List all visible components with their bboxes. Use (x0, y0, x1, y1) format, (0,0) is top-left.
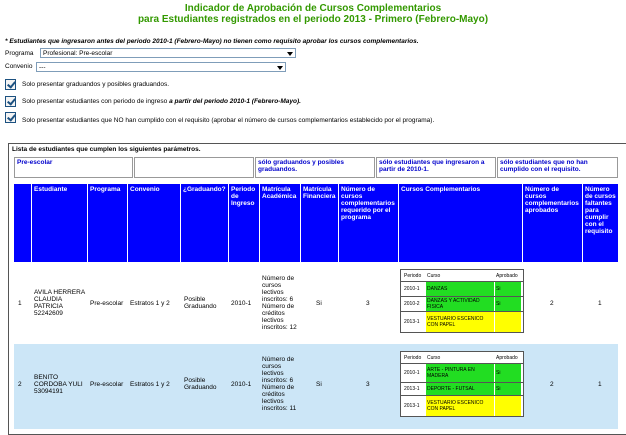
student-requerido: 3 (366, 380, 370, 388)
student-periodo: 2010-1 (231, 299, 252, 307)
student-convenio: Estratos 1 y 2 (130, 299, 170, 307)
sub-col-curso: Curso (427, 354, 441, 361)
course-aprobado (495, 396, 521, 416)
convenio-select[interactable]: --- (36, 62, 286, 72)
student-faltantes: 1 (598, 299, 602, 307)
table-row (14, 344, 618, 429)
page-subtitle: para Estudiantes registrados en el periodo 2013 - Primero (Febrero-Mayo) (137, 14, 489, 25)
sub-col-periodo: Periodo (404, 354, 422, 361)
student-graduando: Posible Graduando (184, 296, 217, 310)
course-name: VESTUARIO ESCENICO CON PAPEL (426, 396, 494, 416)
course-periodo: 2013-1 (404, 403, 420, 409)
col-index (14, 184, 32, 262)
sub-col-aprobado: Aprobado (496, 354, 518, 361)
ingreso-checkbox[interactable] (5, 96, 16, 107)
col-cursos: Cursos Complementarios (399, 184, 523, 262)
table-row (14, 262, 618, 344)
col-aprobados: Número de cursos complementarios aprobados (523, 184, 583, 262)
course-aprobado: Si (495, 364, 521, 382)
programa-select[interactable]: Profesional: Pre-escolar (40, 48, 296, 58)
student-matricula: Número de cursos lectivos inscritos: 6 Número de créditos lectivos inscritos: 11 (262, 356, 297, 412)
sub-col-curso: Curso (427, 272, 441, 279)
col-faltantes: Número de cursos faltantes para cumplir con el requisito (583, 184, 618, 262)
student-graduando: Posible Graduando (184, 377, 217, 391)
course-name: DEPORTE - FUTSAL (426, 383, 494, 395)
student-matricula: Número de cursos lectivos inscritos: 6 Número de créditos lectivos inscritos: 12 (262, 275, 297, 331)
results-title: Lista de estudiantes que cumplen los siguientes parámetros. (12, 146, 201, 153)
col-graduando: ¿Graduando? (181, 184, 229, 262)
row-index: 1 (18, 299, 22, 307)
sub-col-periodo: Periodo (404, 272, 422, 279)
chevron-down-icon (277, 66, 283, 70)
col-programa: Programa (88, 184, 128, 262)
graduandos-checkbox[interactable] (5, 79, 16, 90)
student-aprobados: 2 (550, 380, 554, 388)
param-graduandos: sólo graduandos y posibles graduandos. (255, 157, 375, 178)
course-name: VESTUARIO ESCENICO CON PAPEL (426, 312, 494, 332)
ingreso-option-label: Solo presentar estudiantes con periodo de ingreso a partir del periodo 2010-1 (Febrero-Mayo). (22, 98, 301, 105)
requirement-note: * Estudiantes que ingresaron antes del periodo 2010-1 (Febrero-Mayo) no tienen como requisito aprobar los cursos complementarios. (5, 38, 419, 45)
col-periodo: Periodo de Ingreso (229, 184, 260, 262)
student-programa: Pre-escolar (90, 380, 124, 388)
col-matricula-financiera: Matrícula Financiera (301, 184, 339, 262)
course-periodo: 2010-2 (404, 301, 420, 307)
col-estudiante: Estudiante (32, 184, 88, 262)
param-requisito: sólo estudiantes que no han cumplido con el requisito. (497, 157, 618, 178)
course-aprobado: Si (495, 297, 521, 311)
convenio-label: Convenio (5, 63, 33, 70)
course-aprobado: Si (495, 282, 521, 296)
requisito-option-label: Solo presentar estudiantes que NO han cumplido con el requisito (aprobar el número de cursos complementarios establecido por el programa). (22, 117, 435, 124)
param-convenio (134, 157, 254, 178)
courses-subtable (400, 269, 524, 333)
course-periodo: 2010-1 (404, 286, 420, 292)
student-aprobados: 2 (550, 299, 554, 307)
course-periodo: 2010-1 (404, 370, 420, 376)
param-programa: Pre-escolar (14, 157, 133, 178)
student-periodo: 2010-1 (231, 380, 252, 388)
graduandos-option-label: Solo presentar graduandos y posibles graduandos. (22, 81, 170, 88)
student-name: AVILA HERRERA CLAUDIA PATRICIA 52242609 (34, 289, 85, 317)
sub-col-aprobado: Aprobado (496, 272, 518, 279)
requisito-checkbox[interactable] (5, 112, 16, 123)
course-name: DANZAS Y ACTIVIDAD FISICA (426, 297, 494, 311)
course-aprobado: Si (495, 383, 521, 395)
course-periodo: 2013-1 (404, 319, 420, 325)
student-requerido: 3 (366, 299, 370, 307)
course-name: ARTE - PINTURA EN MADERA (426, 364, 494, 382)
programa-label: Programa (5, 50, 34, 57)
course-periodo: 2013-1 (404, 386, 420, 392)
course-name: DANZAS (426, 282, 494, 296)
student-convenio: Estratos 1 y 2 (130, 380, 170, 388)
page-title: Indicador de Aprobación de Cursos Complementarios (184, 3, 442, 14)
param-ingreso: sólo estudiantes que ingresaron a partir de 2010-1. (376, 157, 496, 178)
row-index: 2 (18, 380, 22, 388)
col-matricula-academica: Matrícula Académica (260, 184, 301, 262)
courses-subtable (400, 351, 524, 417)
student-financiera: Si (316, 380, 322, 388)
student-name: BENITO CORDOBA YULI 53094191 (34, 373, 83, 395)
course-aprobado (495, 312, 521, 332)
chevron-down-icon (287, 52, 293, 56)
student-programa: Pre-escolar (90, 299, 124, 307)
student-faltantes: 1 (598, 380, 602, 388)
col-requerido: Número de cursos complementarios requerido por el programa (339, 184, 399, 262)
student-financiera: Si (316, 299, 322, 307)
col-convenio: Convenio (128, 184, 181, 262)
